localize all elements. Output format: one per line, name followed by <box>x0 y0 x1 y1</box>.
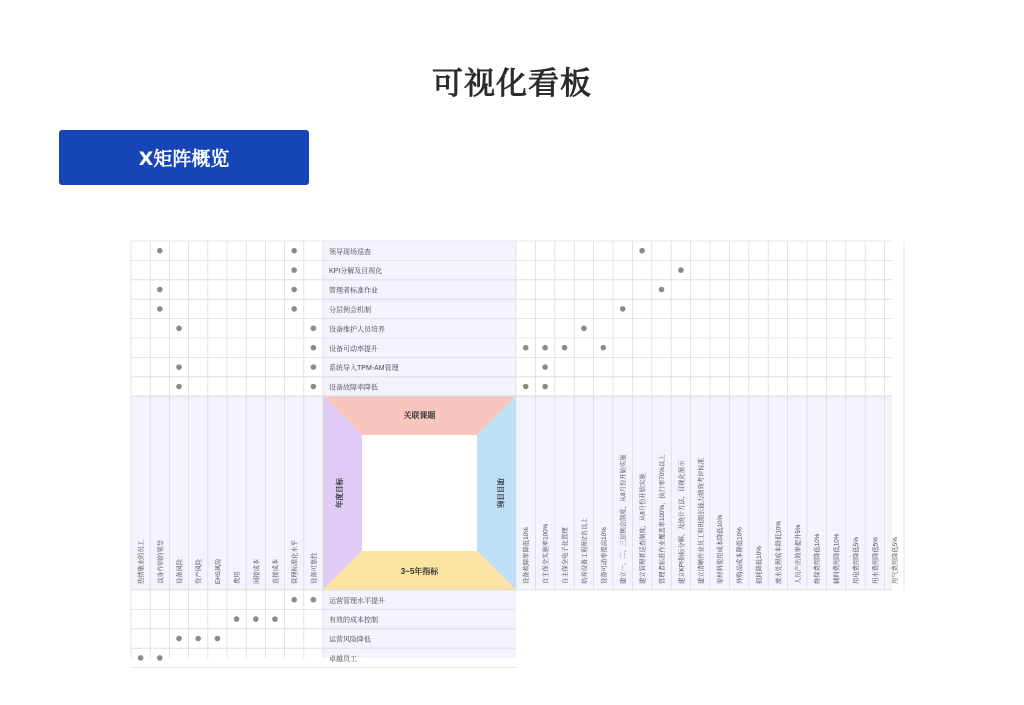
right-column-label: 用电费用降低5% <box>853 537 860 584</box>
matrix-dot <box>581 326 587 332</box>
row-label: 运营管理水平提升 <box>329 597 385 605</box>
left-column-label: 以身作则的领导 <box>157 539 165 584</box>
right-column-label: 管理者标准作业覆盖率100%，执行率70%以上 <box>659 454 666 584</box>
row-label: 卓越员工 <box>329 656 357 663</box>
right-column-label: 用水费用降低5% <box>872 537 880 584</box>
row-label: 设备可动率提升 <box>329 345 378 353</box>
matrix-dot <box>215 636 221 642</box>
left-column-label: 费用 <box>234 571 242 584</box>
page-title: 可视化看板 <box>432 66 592 102</box>
right-column-label: 损耗降低10% <box>756 546 763 584</box>
matrix-dot <box>272 616 278 622</box>
center-top-label: 关联课题 <box>403 411 436 420</box>
right-column-label: 设备故障率降低10% <box>523 527 531 584</box>
center-left-label: 年度目标 <box>335 478 344 508</box>
right-column-label: 建立管理者巡查制度，从8月份开始实施 <box>639 473 647 584</box>
matrix-dot <box>253 616 259 622</box>
right-column-label: 辅料费用降低10% <box>833 533 841 584</box>
matrix-dot <box>562 345 568 351</box>
matrix-dot <box>542 384 548 390</box>
left-column-label: 设备风险 <box>176 558 184 584</box>
matrix-dot <box>523 384 529 390</box>
right-column-label: 自主保全实施率100% <box>542 523 550 584</box>
left-column-label: 直接成本 <box>272 558 280 584</box>
matrix-dot <box>176 384 182 390</box>
center-white-box <box>362 435 477 551</box>
matrix-dot <box>542 364 548 370</box>
matrix-dot <box>157 306 163 312</box>
left-column-label: 间接成本 <box>253 558 261 584</box>
row-label: 有效的成本控制 <box>329 617 378 625</box>
matrix-dot <box>291 267 297 273</box>
matrix-dot <box>291 287 297 293</box>
center-right-label: 项目目标 <box>496 478 505 508</box>
center-bottom-label: 3~5年指标 <box>400 567 439 576</box>
matrix-dot <box>659 287 665 293</box>
right-column-label: 维保费用降低10% <box>814 533 822 584</box>
matrix-dot <box>311 326 317 332</box>
left-column-label: 设备可靠性 <box>310 552 318 584</box>
right-column-label: 培养设备工程师2名以上 <box>581 517 589 584</box>
right-column-label: 自主保全电子化管理 <box>562 527 569 584</box>
matrix-dot <box>601 345 607 351</box>
x-matrix-svg <box>131 241 899 663</box>
x-matrix <box>131 241 899 663</box>
matrix-dot <box>639 248 645 254</box>
right-column-label: 废水处理成本降低10% <box>775 521 783 584</box>
row-label: 分层例会机制 <box>329 307 371 314</box>
matrix-dot <box>311 345 317 351</box>
matrix-dot <box>195 636 201 642</box>
matrix-dot <box>176 364 182 370</box>
matrix-dot <box>311 597 317 603</box>
right-column-label: 建立一、二、三层例会制度，从8月份开始实施 <box>620 454 628 584</box>
matrix-dot <box>157 655 163 661</box>
row-label: 运营风险降低 <box>329 636 371 644</box>
right-column-label: 原材料使用成本降低10% <box>717 514 725 584</box>
matrix-dot <box>157 248 163 254</box>
left-column-label: 管理标准化水平 <box>291 539 299 584</box>
matrix-dot <box>311 364 317 370</box>
matrix-dot <box>678 267 684 273</box>
row-label: KPI分解及目视化 <box>329 268 383 276</box>
matrix-dot <box>523 345 529 351</box>
x-matrix-overview-button[interactable]: X矩阵概览 <box>59 130 309 185</box>
row-label: 设备维护人员培养 <box>329 326 385 334</box>
matrix-dot <box>291 597 297 603</box>
right-column-label: 设备可动率提高10% <box>600 527 608 584</box>
matrix-dot <box>311 384 317 390</box>
matrix-dot <box>176 636 182 642</box>
left-column-label: 资产风险 <box>195 558 203 584</box>
right-column-label: 建立清晰作业员工和班组长能力绩效考评标准 <box>697 458 705 584</box>
matrix-dot <box>542 345 548 351</box>
row-label: 设备故障率降低 <box>329 384 378 392</box>
matrix-dot <box>291 306 297 312</box>
matrix-dot <box>234 616 240 622</box>
left-column-label: EHS风险 <box>214 558 222 584</box>
row-label: 领导现场巡查 <box>329 248 371 256</box>
matrix-dot <box>157 287 163 293</box>
matrix-dot <box>620 306 626 312</box>
right-column-label: 外购品成本降低10% <box>736 527 744 584</box>
matrix-dot <box>176 326 182 332</box>
row-label: 系统导入TPM-AM管理 <box>329 365 399 373</box>
row-label: 管理者标准作业 <box>329 287 378 295</box>
matrix-dot <box>291 248 297 254</box>
right-column-label: 建立KPI指标分解，及统计方法，目视化展示 <box>678 460 686 584</box>
right-column-label: 用气费用降低5% <box>891 537 899 584</box>
right-column-label: 人员产出效率提升5% <box>794 524 802 584</box>
matrix-dot <box>138 655 144 661</box>
left-column-label: 热情敬业的员工 <box>138 539 146 584</box>
